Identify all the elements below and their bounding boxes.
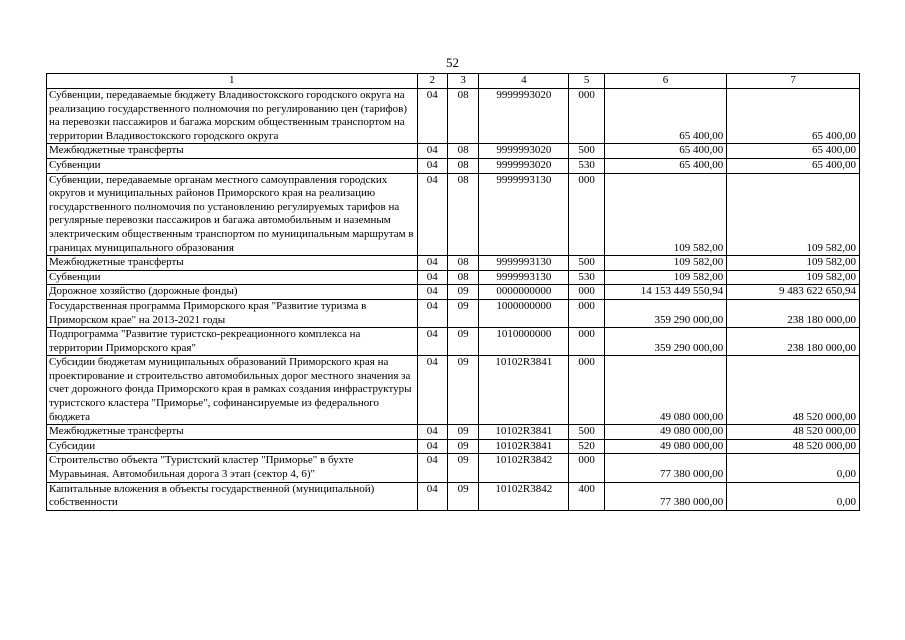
row-amount-col6: 49 080 000,00 — [604, 356, 727, 425]
page-number: 52 — [446, 55, 459, 70]
row-subsection-code: 08 — [447, 144, 478, 159]
table-row — [47, 173, 860, 256]
header-cell: 3 — [447, 74, 478, 89]
row-amount-col7: 0,00 — [727, 482, 860, 510]
row-expense-type: 000 — [569, 89, 604, 144]
row-name: Строительство объекта "Туристский кластер "Приморье" в бухте Муравьиная. Автомобильная дорога 3 этап (сектор 4, 6)" — [47, 454, 418, 482]
row-subsection-code: 08 — [447, 89, 478, 144]
header-row — [47, 74, 860, 89]
header-cell: 5 — [569, 74, 604, 89]
row-subsection-code: 09 — [447, 425, 478, 440]
table-row — [47, 356, 860, 425]
row-expense-type: 530 — [569, 270, 604, 285]
row-expense-type: 400 — [569, 482, 604, 510]
row-expense-type: 000 — [569, 285, 604, 300]
row-target-article: 10102R3841 — [479, 356, 569, 425]
row-subsection-code: 09 — [447, 356, 478, 425]
row-amount-col7: 109 582,00 — [727, 173, 860, 256]
row-target-article: 9999993130 — [479, 173, 569, 256]
table-row — [47, 89, 860, 144]
table-row — [47, 270, 860, 285]
header-cell: 4 — [479, 74, 569, 89]
row-subsection-code: 08 — [447, 270, 478, 285]
row-amount-col6: 109 582,00 — [604, 173, 727, 256]
row-name: Государственная программа Приморского края "Развитие туризма в Приморском крае" на 2013-2021 годы — [47, 299, 418, 327]
row-expense-type: 000 — [569, 328, 604, 356]
header-cell: 7 — [727, 74, 860, 89]
row-subsection-code: 09 — [447, 454, 478, 482]
row-amount-col6: 359 290 000,00 — [604, 328, 727, 356]
row-target-article: 10102R3841 — [479, 425, 569, 440]
row-section-code: 04 — [417, 454, 447, 482]
row-name: Субвенции — [47, 270, 418, 285]
row-expense-type: 000 — [569, 356, 604, 425]
row-amount-col6: 109 582,00 — [604, 270, 727, 285]
row-amount-col7: 0,00 — [727, 454, 860, 482]
row-section-code: 04 — [417, 425, 447, 440]
row-subsection-code: 09 — [447, 299, 478, 327]
row-section-code: 04 — [417, 356, 447, 425]
row-section-code: 04 — [417, 482, 447, 510]
row-amount-col7: 109 582,00 — [727, 256, 860, 271]
row-section-code: 04 — [417, 285, 447, 300]
row-target-article: 9999993020 — [479, 89, 569, 144]
row-amount-col6: 49 080 000,00 — [604, 439, 727, 454]
row-amount-col7: 65 400,00 — [727, 89, 860, 144]
row-name: Межбюджетные трансферты — [47, 256, 418, 271]
row-amount-col7: 65 400,00 — [727, 158, 860, 173]
row-target-article: 10102R3842 — [479, 454, 569, 482]
table-row — [47, 285, 860, 300]
table-row — [47, 482, 860, 510]
row-subsection-code: 08 — [447, 158, 478, 173]
row-amount-col6: 359 290 000,00 — [604, 299, 727, 327]
row-expense-type: 520 — [569, 439, 604, 454]
table-row — [47, 158, 860, 173]
row-section-code: 04 — [417, 144, 447, 159]
row-section-code: 04 — [417, 158, 447, 173]
row-target-article: 9999993020 — [479, 144, 569, 159]
row-section-code: 04 — [417, 328, 447, 356]
row-name: Подпрограмма "Развитие туристско-рекреационного комплекса на территории Приморского края" — [47, 328, 418, 356]
header-cell: 1 — [47, 74, 418, 89]
row-target-article: 9999993020 — [479, 158, 569, 173]
row-section-code: 04 — [417, 256, 447, 271]
table-row — [47, 144, 860, 159]
table-row — [47, 425, 860, 440]
row-amount-col6: 65 400,00 — [604, 144, 727, 159]
row-subsection-code: 09 — [447, 439, 478, 454]
row-section-code: 04 — [417, 299, 447, 327]
row-subsection-code: 09 — [447, 482, 478, 510]
row-target-article: 10102R3842 — [479, 482, 569, 510]
row-name: Межбюджетные трансферты — [47, 425, 418, 440]
row-target-article: 9999993130 — [479, 256, 569, 271]
row-target-article: 1000000000 — [479, 299, 569, 327]
row-name: Межбюджетные трансферты — [47, 144, 418, 159]
row-amount-col6: 65 400,00 — [604, 89, 727, 144]
row-section-code: 04 — [417, 173, 447, 256]
table-row — [47, 439, 860, 454]
row-section-code: 04 — [417, 439, 447, 454]
row-expense-type: 500 — [569, 256, 604, 271]
row-amount-col6: 109 582,00 — [604, 256, 727, 271]
row-amount-col7: 65 400,00 — [727, 144, 860, 159]
table-row — [47, 256, 860, 271]
table-row — [47, 328, 860, 356]
row-amount-col7: 48 520 000,00 — [727, 439, 860, 454]
header-cell: 6 — [604, 74, 727, 89]
row-subsection-code: 08 — [447, 256, 478, 271]
row-target-article: 9999993130 — [479, 270, 569, 285]
row-expense-type: 500 — [569, 425, 604, 440]
row-target-article: 1010000000 — [479, 328, 569, 356]
row-amount-col6: 14 153 449 550,94 — [604, 285, 727, 300]
row-amount-col7: 48 520 000,00 — [727, 425, 860, 440]
row-name: Субсидии — [47, 439, 418, 454]
row-target-article: 10102R3841 — [479, 439, 569, 454]
row-name: Капитальные вложения в объекты государственной (муниципальной) собственности — [47, 482, 418, 510]
row-expense-type: 000 — [569, 454, 604, 482]
row-amount-col6: 49 080 000,00 — [604, 425, 727, 440]
row-amount-col7: 109 582,00 — [727, 270, 860, 285]
row-section-code: 04 — [417, 270, 447, 285]
row-subsection-code: 08 — [447, 173, 478, 256]
row-expense-type: 500 — [569, 144, 604, 159]
row-amount-col7: 48 520 000,00 — [727, 356, 860, 425]
row-amount-col7: 238 180 000,00 — [727, 328, 860, 356]
row-name: Субвенции — [47, 158, 418, 173]
table-row — [47, 454, 860, 482]
row-subsection-code: 09 — [447, 285, 478, 300]
row-amount-col7: 9 483 622 650,94 — [727, 285, 860, 300]
row-amount-col6: 65 400,00 — [604, 158, 727, 173]
row-name: Субвенции, передаваемые органам местного самоуправления городских округов и муниципальных районов Приморского края на реализацию государственного полномочия по установлению регулируемых тарифов на регулярные перевозки пассажиров и багажа автомобильным и наземным электрическим общественным транспортом по муниципальным маршрутам в границах муниципального образования — [47, 173, 418, 256]
row-amount-col7: 238 180 000,00 — [727, 299, 860, 327]
header-cell: 2 — [417, 74, 447, 89]
row-section-code: 04 — [417, 89, 447, 144]
row-subsection-code: 09 — [447, 328, 478, 356]
row-target-article: 0000000000 — [479, 285, 569, 300]
row-expense-type: 530 — [569, 158, 604, 173]
table-row — [47, 299, 860, 327]
row-name: Субвенции, передаваемые бюджету Владивостокского городского округа на реализацию государственного полномочия по регулированию цен (тарифов) на перевозки пассажиров и багажа морским общественным транспортом на территории Владивостокского городского округа — [47, 89, 418, 144]
budget-table — [46, 73, 860, 511]
row-expense-type: 000 — [569, 173, 604, 256]
row-name: Дорожное хозяйство (дорожные фонды) — [47, 285, 418, 300]
row-amount-col6: 77 380 000,00 — [604, 482, 727, 510]
row-name: Субсидии бюджетам муниципальных образований Приморского края на проектирование и строительство автомобильных дорог местного значения за счет дорожного фонда Приморского края в рамках создания инфраструктуры туристского кластера "Приморье", софинансируемые из федерального бюджета — [47, 356, 418, 425]
row-amount-col6: 77 380 000,00 — [604, 454, 727, 482]
row-expense-type: 000 — [569, 299, 604, 327]
